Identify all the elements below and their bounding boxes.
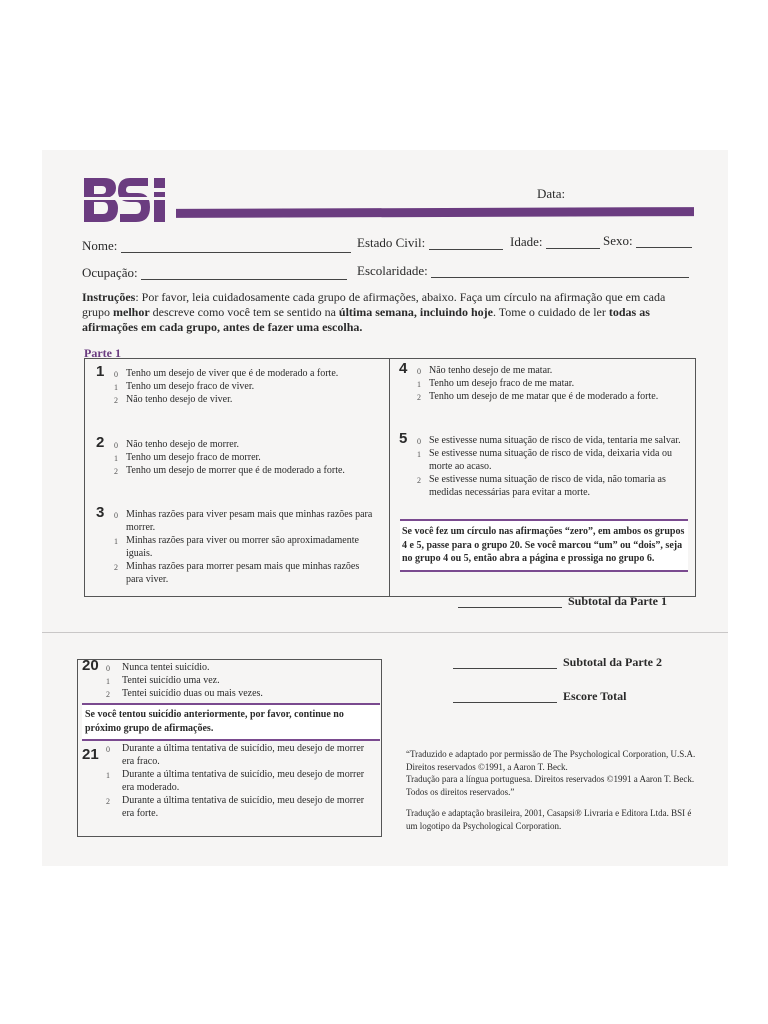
sex-line[interactable] (636, 235, 692, 248)
item-1 (96, 363, 378, 406)
instructions-bold2: última semana, incluindo hoje (338, 305, 493, 319)
option-2[interactable]: 2 Durante a última tentativa de suicídio, meu desejo de morrer era forte. (106, 795, 365, 819)
instructions-bold3: todas as afirmações em cada grupo, antes de fazer uma escolha. (82, 305, 650, 334)
option-1[interactable]: 1 Tenho um desejo fraco de morrer. (114, 452, 261, 463)
copyright-credits (406, 748, 696, 832)
instructions-text (82, 290, 696, 335)
option-1[interactable]: 1 Se estivesse numa situação de risco de vida, deixaria vida ou morte ao acaso. (417, 448, 672, 472)
item-5 (399, 430, 687, 499)
part1-skip-note: Se você fez um círculo nas afirmações “zero”, em ambos os grupos 4 e 5, passe para o grupo 20. Se você marcou “um” ou “dois”, seja no grupo 4 ou 5, então abra a página e prossiga no grupo 6. (400, 519, 688, 572)
occupation-label: Ocupação: (82, 265, 138, 280)
option-0[interactable]: 0 Se estivesse numa situação de risco de vida, tentaria me salvar. (417, 435, 681, 446)
item-number: 2 (96, 434, 105, 451)
item-20 (82, 657, 374, 700)
name-field[interactable] (82, 238, 351, 253)
education-field[interactable] (357, 263, 689, 278)
education-line[interactable] (431, 265, 689, 278)
credits-line-3: Tradução e adaptação brasileira, 2001, Casapsi® Livraria e Editora Ltda. BSI é um logotipo da Psychological Corporation. (406, 808, 692, 831)
instructions-part1: : Por favor, leia cuidadosamente cada grupo de afirmações, abaixo. Faça um círculo na afirmação que em cada grupo (82, 290, 666, 319)
option-1[interactable]: 1 Tentei suicídio uma vez. (106, 675, 220, 686)
age-line[interactable] (546, 236, 600, 249)
option-1[interactable]: 1 Tenho um desejo fraco de me matar. (417, 378, 575, 389)
option-2[interactable]: 2 Tenho um desejo de morrer que é de moderado a forte. (114, 465, 345, 476)
item-3 (96, 504, 378, 586)
item-2 (96, 434, 378, 477)
item-number: 20 (82, 657, 99, 674)
part1-divider (389, 358, 390, 596)
instructions-bold1: melhor (113, 305, 150, 319)
option-0[interactable]: 0 Durante a última tentativa de suicídio, meu desejo de morrer era fraco. (106, 743, 365, 767)
credits-line-1: “Traduzido e adaptado por permissão de The Psychological Corporation, U.S.A. Direitos reservados ©1991, a Aaron T. Beck. (406, 749, 696, 772)
sex-label: Sexo: (603, 233, 633, 248)
marital-status-label: Estado Civil: (357, 235, 426, 250)
sex-field[interactable] (603, 233, 692, 248)
item-number: 5 (399, 430, 408, 447)
total-score-label: Escore Total (563, 689, 627, 703)
age-label: Idade: (510, 234, 543, 249)
header-purple-bar (176, 207, 694, 218)
option-1[interactable]: 1 Tenho um desejo fraco de viver. (114, 381, 255, 392)
option-0[interactable]: 0 Não tenho desejo de me matar. (417, 365, 553, 376)
option-0[interactable]: 0 Tenho um desejo de viver que é de moderado a forte. (114, 368, 339, 379)
part2-continue-note: Se você tentou suicídio anteriormente, por favor, continue no próximo grupo de afirmações. (82, 703, 380, 741)
option-2[interactable]: 2 Não tenho desejo de viver. (114, 394, 233, 405)
option-0[interactable]: 0 Minhas razões para viver pesam mais que minhas razões para morrer. (114, 509, 373, 533)
date-label: Data: (537, 186, 566, 201)
option-2[interactable]: 2 Tenho um desejo de me matar que é de moderado a forte. (417, 391, 659, 402)
option-2[interactable]: 2 Minhas razões para morrer pesam mais que minhas razões para viver. (114, 561, 360, 585)
credits-line-2: Tradução para a língua portuguesa. Direitos reservados ©1991 a Aaron T. Beck. Todos os direitos reservados.” (406, 774, 695, 797)
marital-status-line[interactable] (429, 237, 503, 250)
item-number: 4 (399, 360, 408, 377)
option-2[interactable]: 2 Se estivesse numa situação de risco de vida, não tomaria as medidas necessárias para evitar a morte. (417, 474, 666, 498)
instructions-part2: descreve como você tem se sentido na (149, 305, 339, 319)
education-label: Escolaridade: (357, 263, 428, 278)
part2-subtotal[interactable] (453, 655, 662, 669)
age-field[interactable] (510, 234, 600, 249)
option-1[interactable]: 1 Minhas razões para viver ou morrer são aproximadamente iguais. (114, 535, 359, 559)
option-2[interactable]: 2 Tentei suicídio duas ou mais vezes. (106, 688, 263, 699)
bsi-logo (82, 174, 168, 226)
item-number: 21 (82, 746, 99, 763)
option-0[interactable]: 0 Nunca tentei suicídio. (106, 662, 210, 673)
item-4 (399, 360, 687, 403)
part1-subtotal[interactable] (458, 594, 667, 608)
occupation-line[interactable] (141, 267, 347, 280)
marital-status-field[interactable] (357, 235, 503, 250)
item-21 (82, 742, 374, 820)
part1-subtotal-line[interactable] (458, 595, 562, 608)
item-number: 1 (96, 363, 105, 380)
page-fold-line (42, 632, 728, 633)
total-score-line[interactable] (453, 690, 557, 703)
occupation-field[interactable] (82, 265, 347, 280)
total-score[interactable] (453, 689, 626, 703)
item-number: 3 (96, 504, 105, 521)
instructions-part3: . Tome o cuidado de ler (492, 305, 609, 319)
name-line[interactable] (121, 240, 351, 253)
part2-subtotal-line[interactable] (453, 656, 557, 669)
option-1[interactable]: 1 Durante a última tentativa de suicídio, meu desejo de morrer era moderado. (106, 769, 365, 793)
option-0[interactable]: 0 Não tenho desejo de morrer. (114, 439, 240, 450)
part1-title: Parte 1 (84, 346, 121, 360)
instructions-label: Instruções (82, 290, 136, 304)
name-label: Nome: (82, 238, 118, 253)
part1-subtotal-label: Subtotal da Parte 1 (568, 594, 667, 608)
part2-subtotal-label: Subtotal da Parte 2 (563, 655, 662, 669)
